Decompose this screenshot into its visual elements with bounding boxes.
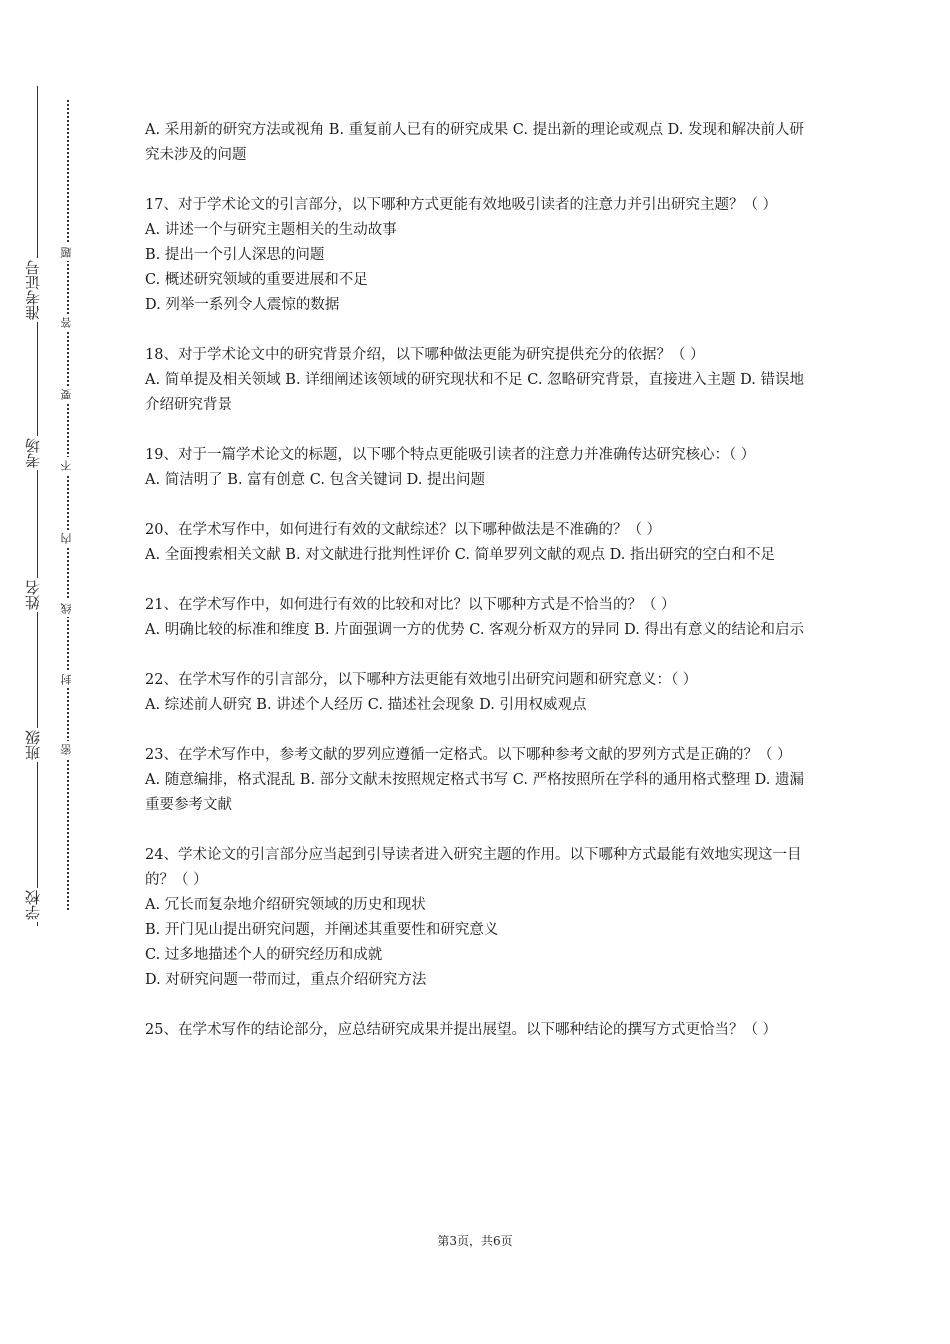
question-stem: 17、对于学术论文的引言部分，以下哪种方式更能有效地吸引读者的注意力并引出研究主题？（ ） — [145, 197, 778, 213]
seal-char: 不 — [61, 457, 72, 474]
question-25 — [145, 1018, 810, 1043]
option-d: D. 列举一系列令人震惊的数据 — [145, 297, 340, 313]
option-a: A. 讲述一个与研究主题相关的生动故事 — [145, 222, 397, 238]
label-exam-number: 准考证号 — [24, 260, 42, 320]
label-name: 姓名 — [24, 580, 42, 610]
question-21 — [145, 593, 810, 643]
option-line: A. 综述前人研究 B. 讲述个人经历 C. 描述社会现象 D. 引用权威观点 — [145, 697, 587, 713]
option-line: A. 简洁明了 B. 富有创意 C. 包含关键词 D. 提出问题 — [145, 472, 486, 488]
seal-char: 答 — [61, 314, 72, 331]
page-footer: 第3页，共6页 — [437, 1234, 513, 1248]
question-stem: 18、对于学术论文中的研究背景介绍，以下哪种做法更能为研究提供充分的依据？（ ） — [145, 347, 705, 363]
seal-char: 题 — [61, 244, 72, 261]
option-line: A. 随意编排，格式混乱 B. 部分文献未按照规定格式书写 C. 严格按照所在学科的通用格式整理 D. 遗漏重要参考文献 — [145, 772, 805, 813]
option-c: C. 过多地描述个人的研究经历和成就 — [145, 947, 383, 963]
label-school: 学校 — [24, 890, 42, 920]
option-b: B. 开门见山提出研究问题，并阐述其重要性和研究意义 — [145, 922, 499, 938]
question-stem: 23、在学术写作中，参考文献的罗列应遵循一定格式。以下哪种参考文献的罗列方式是正确的？（ ） — [145, 747, 792, 763]
option-line: A. 采用新的研究方法或视角 B. 重复前人已有的研究成果 C. 提出新的理论或观点 D. 发现和解决前人研究未涉及的问题 — [145, 122, 805, 163]
question-18 — [145, 343, 810, 418]
seal-char: 封 — [61, 671, 72, 688]
option-line: A. 简单提及相关领域 B. 详细阐述该领域的研究现状和不足 C. 忽略研究背景，直接进入主题 D. 错误地介绍研究背景 — [145, 372, 805, 413]
question-stem: 19、对于一篇学术论文的标题，以下哪个特点更能吸引读者的注意力并准确传达研究核心：（ ） — [145, 447, 756, 463]
option-d: D. 对研究问题一带而过，重点介绍研究方法 — [145, 972, 427, 988]
question-23 — [145, 743, 810, 818]
seal-char: 密 — [61, 741, 72, 758]
option-line: A. 明确比较的标准和维度 B. 片面强调一方的优势 C. 客观分析双方的异同 D. 得出有意义的结论和启示 — [145, 622, 805, 638]
question-stem: 25、在学术写作的结论部分，应总结研究成果并提出展望。以下哪种结论的撰写方式更恰当？（ ） — [145, 1022, 778, 1038]
question-stem: 21、在学术写作中，如何进行有效的比较和对比？以下哪种方式是不恰当的？（ ） — [145, 597, 676, 613]
option-c: C. 概述研究领域的重要进展和不足 — [145, 272, 368, 288]
question-stem: 24、学术论文的引言部分应当起到引导读者进入研究主题的作用。以下哪种方式最能有效地实现这一目的？（ ） — [145, 847, 802, 888]
seal-char: 内 — [61, 530, 72, 547]
binding-dotted-line — [67, 100, 69, 910]
question-stem: 20、在学术写作中，如何进行有效的文献综述？以下哪种做法是不准确的？（ ） — [145, 522, 662, 538]
label-class: 班级 — [24, 730, 42, 760]
question-stem: 22、在学术写作的引言部分，以下哪种方法更能有效地引出研究问题和研究意义：（ ） — [145, 672, 698, 688]
question-list — [145, 118, 810, 1068]
option-a: A. 冗长而复杂地介绍研究领域的历史和现状 — [145, 897, 426, 913]
question-22 — [145, 668, 810, 718]
question-16-options — [145, 118, 810, 168]
seal-char: 要 — [61, 386, 72, 403]
question-24 — [145, 843, 810, 993]
option-line: A. 全面搜索相关文献 B. 对文献进行批判性评价 C. 简单罗列文献的观点 D. 指出研究的空白和不足 — [145, 547, 776, 563]
question-19 — [145, 443, 810, 493]
option-b: B. 提出一个引人深思的问题 — [145, 247, 325, 263]
seal-char: 线 — [61, 600, 72, 617]
label-exam-room: 考场 — [24, 438, 42, 468]
binding-solid-line — [37, 86, 38, 926]
question-17 — [145, 193, 810, 318]
question-20 — [145, 518, 810, 568]
